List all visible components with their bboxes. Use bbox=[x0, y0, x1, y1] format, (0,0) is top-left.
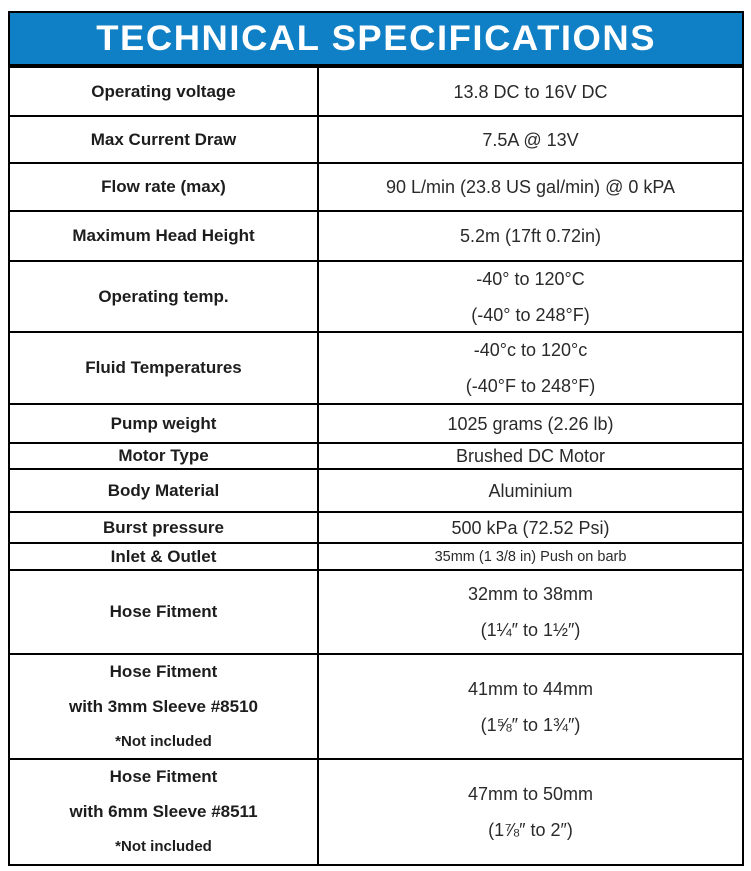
spec-label-note: *Not included bbox=[115, 732, 212, 750]
table-row-max-current-draw bbox=[10, 117, 742, 164]
spec-label bbox=[10, 655, 319, 758]
spec-label bbox=[10, 164, 319, 210]
spec-label-text: Burst pressure bbox=[103, 517, 224, 537]
spec-label-text: Hose Fitment bbox=[109, 767, 218, 786]
spec-label-text: Inlet & Outlet bbox=[110, 546, 217, 566]
spec-label-note: *Not included bbox=[115, 838, 212, 855]
spec-value-text: 47mm to 50mm bbox=[467, 784, 594, 804]
table-row-hose-fitment-3mm-sleeve bbox=[10, 655, 742, 760]
spec-label-text: Hose Fitment bbox=[109, 602, 218, 621]
spec-label-text: Operating temp. bbox=[98, 286, 229, 306]
spec-value bbox=[319, 544, 742, 569]
spec-label bbox=[10, 405, 319, 442]
spec-label bbox=[10, 513, 319, 542]
table-row-inlet-outlet bbox=[10, 544, 742, 571]
spec-value bbox=[319, 212, 742, 260]
spec-label-text: Body Material bbox=[107, 480, 220, 500]
table-row-fluid-temperatures bbox=[10, 333, 742, 405]
spec-value-text: (-40°F to 248°F) bbox=[465, 376, 596, 396]
spec-value-text: Aluminium bbox=[488, 480, 573, 501]
spec-label-text: with 6mm Sleeve #8511 bbox=[69, 802, 258, 821]
spec-value-text: -40° to 120°C bbox=[476, 268, 585, 289]
spec-label-text: Flow rate (max) bbox=[101, 177, 226, 196]
spec-value-text: (1¼″ to 1½″) bbox=[480, 620, 581, 640]
table-title-bar bbox=[10, 13, 742, 68]
spec-value-text: 13.8 DC to 16V DC bbox=[453, 81, 608, 102]
spec-value-text: 41mm to 44mm bbox=[467, 678, 594, 699]
spec-value bbox=[319, 760, 742, 864]
table-row-maximum-head-height bbox=[10, 212, 742, 262]
spec-value bbox=[319, 68, 742, 115]
table-row-body-material bbox=[10, 470, 742, 513]
spec-label-text: Max Current Draw bbox=[90, 129, 237, 149]
spec-label bbox=[10, 544, 319, 569]
spec-value bbox=[319, 117, 742, 162]
spec-value-text: Brushed DC Motor bbox=[455, 446, 606, 466]
table-row-operating-temp bbox=[10, 262, 742, 333]
spec-value-text: -40°c to 120°c bbox=[473, 340, 588, 360]
spec-value bbox=[319, 164, 742, 210]
spec-value-text: 7.5A @ 13V bbox=[482, 129, 579, 150]
spec-label bbox=[10, 760, 319, 864]
spec-label bbox=[10, 212, 319, 260]
spec-value bbox=[319, 513, 742, 542]
spec-label-text: Fluid Temperatures bbox=[85, 358, 242, 377]
spec-label bbox=[10, 333, 319, 403]
spec-value-text: (-40° to 248°F) bbox=[471, 304, 590, 325]
spec-value-text: 90 L/min (23.8 US gal/min) @ 0 kPA bbox=[385, 177, 676, 197]
table-row-flow-rate bbox=[10, 164, 742, 212]
spec-value bbox=[319, 444, 742, 468]
spec-label-text: Motor Type bbox=[118, 446, 209, 465]
spec-label bbox=[10, 444, 319, 468]
spec-label bbox=[10, 571, 319, 653]
spec-value-text: 500 kPa (72.52 Psi) bbox=[451, 517, 610, 538]
table-row-operating-voltage bbox=[10, 68, 742, 117]
spec-value bbox=[319, 655, 742, 758]
spec-value bbox=[319, 571, 742, 653]
page-title: TECHNICAL SPECIFICATIONS bbox=[96, 18, 656, 58]
spec-value-text: 1025 grams (2.26 lb) bbox=[447, 413, 614, 434]
spec-value-text: (1⅝″ to 1¾″) bbox=[480, 714, 581, 735]
spec-label bbox=[10, 117, 319, 162]
spec-value-text: 35mm (1 3/8 in) Push on barb bbox=[434, 548, 627, 565]
spec-label bbox=[10, 470, 319, 511]
table-row-hose-fitment-6mm-sleeve bbox=[10, 760, 742, 864]
spec-value bbox=[319, 470, 742, 511]
spec-label bbox=[10, 68, 319, 115]
spec-table bbox=[8, 11, 744, 866]
spec-value-text: (1⅞″ to 2″) bbox=[488, 820, 573, 840]
spec-label-text: Maximum Head Height bbox=[72, 226, 255, 245]
table-row-burst-pressure bbox=[10, 513, 742, 544]
spec-label-text: Operating voltage bbox=[91, 81, 236, 101]
spec-value bbox=[319, 262, 742, 331]
spec-value bbox=[319, 405, 742, 442]
table-row-pump-weight bbox=[10, 405, 742, 444]
spec-value-text: 32mm to 38mm bbox=[467, 584, 594, 604]
spec-label bbox=[10, 262, 319, 331]
table-row-hose-fitment bbox=[10, 571, 742, 655]
spec-label-text: Hose Fitment bbox=[109, 661, 218, 681]
spec-label-text: Pump weight bbox=[110, 413, 217, 433]
spec-value-text: 5.2m (17ft 0.72in) bbox=[459, 226, 602, 246]
table-row-motor-type bbox=[10, 444, 742, 470]
spec-value bbox=[319, 333, 742, 403]
spec-label-text: with 3mm Sleeve #8510 bbox=[68, 696, 258, 716]
